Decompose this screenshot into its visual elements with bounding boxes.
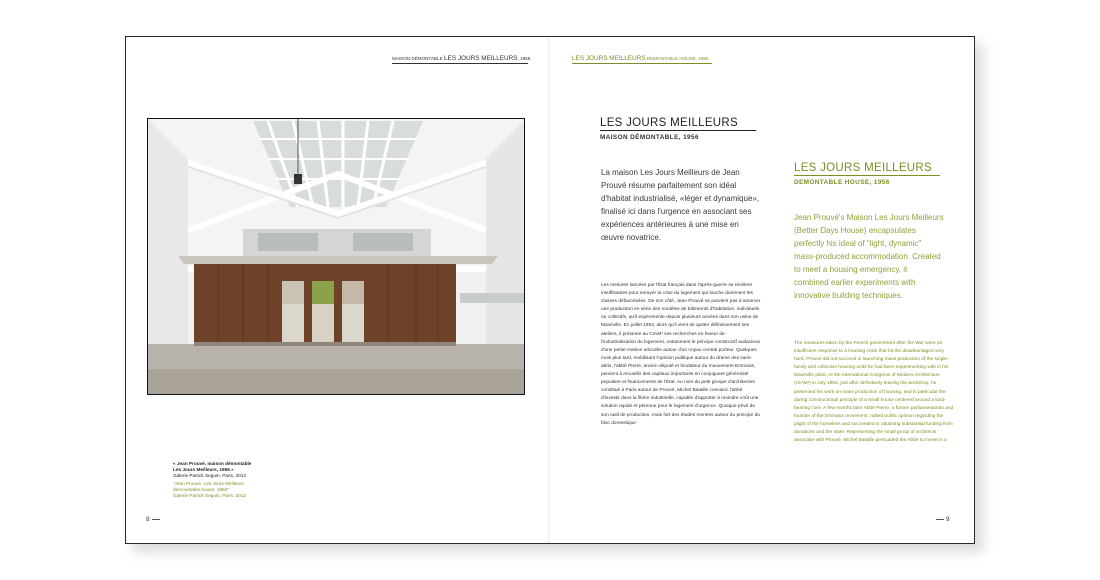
book-gutter: [548, 37, 550, 543]
house-photo: [147, 118, 525, 395]
running-header-left-small: MAISON DÉMONTABLE: [392, 56, 443, 61]
english-body: The measures taken by the French government after the War were an insufficient response to a housing crisis that hit the disadvantaged very hard. Prouvé did not succeed in launching mass production of the single-family and collective housing units he had been experimenting with in his Maxéville plant. At the International Congress of Modern Architecture (CIAM¹) in July 1953, just after definitively leaving his workshop, he presented his work on mass production of housing, and in particular the daring constructional principle of a small house centered around a load-bearing core. A few months later Abbé Pierre, a former parliamentarian and founder of the Emmaus movement, rallied public opinion regarding the plight of the homeless and succeeded in obtaining substantial funding from donations and the state. Representing the small group of architects associate with Prouvé, Michel Bataille persuaded the Abbé to invest in a: [794, 341, 954, 444]
english-title: LES JOURS MEILLEURS: [794, 162, 940, 176]
photo-house-interior-icon: [148, 119, 525, 395]
french-lead: La maison Les Jours Meilleurs de Jean Prouvé résume parfaitement son idéal d'habitat industrialisé, «léger et dynamique», finalisé ici dans l'urgence en associant ses expériences antérieures à une mise en œuvre novatrice.: [601, 168, 760, 242]
running-header-right: [572, 55, 712, 64]
running-header-left-year: , 1956: [517, 56, 531, 61]
french-subtitle: MAISON DÉMONTABLE, 1956: [600, 134, 699, 141]
running-header-right-small: DEMONTABLE HOUSE: [646, 56, 696, 61]
running-header-right-year: , 1956: [695, 56, 709, 61]
english-subtitle: DEMONTABLE HOUSE, 1956: [794, 179, 890, 186]
running-header-left: [392, 55, 531, 64]
running-header-left-title: LES JOURS MEILLEURS: [444, 55, 518, 62]
caption-en-line1: “Jean Prouvé: Les Jours Meilleurs: [173, 481, 244, 486]
caption-en-line2: demountable house, 1956”: [173, 487, 229, 492]
running-header-right-title: LES JOURS MEILLEURS: [572, 55, 646, 62]
caption-fr-credit: Galerie Patrick Seguin, Paris, 2012: [173, 473, 246, 478]
caption-en-credit: Galerie Patrick Seguin, Paris, 2012: [173, 493, 246, 498]
page-number-right: 9: [936, 516, 950, 523]
photo-caption: [173, 461, 313, 499]
page-number-left: 8: [146, 516, 160, 523]
french-body: Les mesures lancées par l'État français dans l'après-guerre se révèlent insuffisantes pour enrayer la crise du logement qui touche durement les classes défavorisées. De son côté, Jean Prouvé ne parvient pas à amorcer une production en série des modèles de bâtiments d'habitation, individuels ou collectifs, qu'il expérimente depuis plusieurs années dans son usine de Maxéville. En juillet 1953, alors qu'il vient de quitter définitivement ses ateliers, il présente au CIAM¹ ses recherches en faveur de l'industrialisation du logement, notamment le principe constructif audacieux d'une petite maison articulée autour d'un noyau central porteur. Quelques mois plus tard, mobilisant l'opinion publique autour du drame des sans-abris, l'abbé Pierre, ancien député et fondateur du mouvement Emmaüs, parvient à recueillir des capitaux importants en conjuguant générosité populaire et financements de l'État. Au nom du petit groupe d'architectes constitué à Paris autour de Prouvé, Michel Bataille convainc l'abbé d'investir dans la filière industrielle, capable d'apporter à moindre coût une solution rapide et pérenne pour le logement d'urgence. Quoique privé de son outil de production, mais fort des études menées autour du principe du bloc domestique: [601, 283, 761, 426]
english-lead: Jean Prouvé's Maison Les Jours Meilleurs (Better Days House) encapsulates perfectly his ideal of “light, dynamic” mass-produced accommodation. Created to meet a housing emergency, it combined earlier experiments with innovative building techniques.: [794, 213, 944, 300]
caption-fr-line1: « Jean Prouvé, maison démontable: [173, 461, 252, 466]
caption-fr-line2: Les Jours Meilleurs, 1956 »: [173, 467, 234, 472]
french-title: LES JOURS MEILLEURS: [600, 117, 756, 131]
